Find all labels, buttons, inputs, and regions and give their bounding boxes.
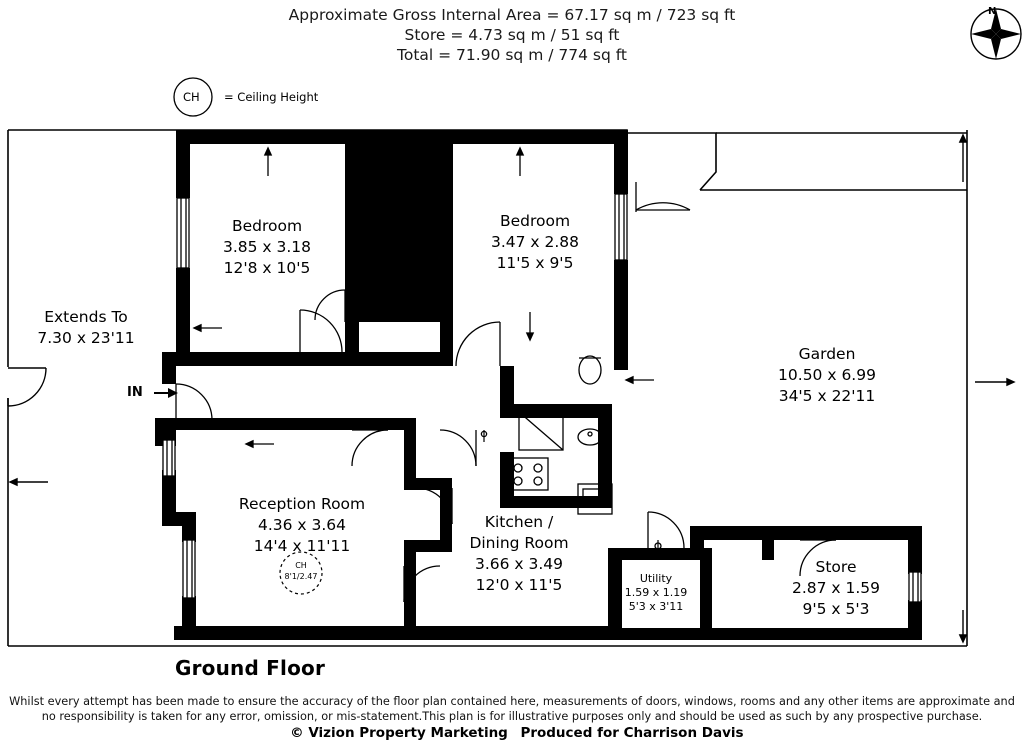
room-label-utility: Utility bbox=[639, 572, 673, 585]
room-label-kitchen-line2: Dining Room bbox=[469, 534, 569, 552]
ceiling-height-legend-symbol: CH bbox=[183, 90, 200, 104]
footer-disclaimer-line1: Whilst every attempt has been made to ensure the accuracy of the floor plan contained here, measurements of doors, windows, rooms and any other items are approximate and bbox=[9, 695, 1015, 708]
room-label-extends-to: Extends To bbox=[44, 308, 128, 326]
room-dims-metric-kitchen: 3.66 x 3.49 bbox=[474, 555, 564, 573]
footer-disclaimer-line2: no responsibility is taken for any error, omission, or mis-statement.This plan is for illustrative purposes only and should be used as such by any prospective purchase. bbox=[41, 710, 983, 723]
area-summary-line3: Total = 71.90 sq m / 774 sq ft bbox=[397, 46, 627, 64]
room-label-kitchen-line1: Kitchen / bbox=[484, 513, 554, 531]
room-dims-imperial-kitchen: 12'0 x 11'5 bbox=[475, 576, 563, 594]
compass-north-label: N bbox=[988, 6, 997, 17]
ceiling-height-marker-symbol: CH bbox=[295, 561, 307, 570]
room-dims-imperial-store: 9'5 x 5'3 bbox=[802, 600, 870, 618]
room-label-store: Store bbox=[815, 558, 857, 576]
room-dims-metric-utility: 1.59 x 1.19 bbox=[624, 586, 688, 599]
external-door-swing-left bbox=[8, 368, 46, 406]
ceiling-height-marker-value: 8'1/2.47 bbox=[284, 572, 318, 581]
area-summary-line2: Store = 4.73 sq m / 51 sq ft bbox=[404, 26, 620, 44]
room-label-reception-room: Reception Room bbox=[238, 495, 366, 513]
room-dims-imperial-garden: 34'5 x 22'11 bbox=[778, 387, 876, 405]
room-dims-extends-to: 7.30 x 23'11 bbox=[37, 329, 135, 347]
room-dims-metric-store: 2.87 x 1.59 bbox=[791, 579, 881, 597]
room-dims-metric-bedroom-1: 3.85 x 3.18 bbox=[222, 238, 312, 256]
room-dims-imperial-bedroom-1: 12'8 x 10'5 bbox=[223, 259, 311, 277]
area-summary-line1: Approximate Gross Internal Area = 67.17 sq m / 723 sq ft bbox=[288, 6, 736, 24]
room-dims-imperial-bedroom-2: 11'5 x 9'5 bbox=[496, 254, 574, 272]
room-dims-imperial-utility: 5'3 x 3'11 bbox=[628, 600, 684, 613]
entrance-label: IN bbox=[127, 385, 143, 400]
room-dims-imperial-reception-room: 14'4 x 11'11 bbox=[253, 537, 351, 555]
room-dims-metric-bedroom-2: 3.47 x 2.88 bbox=[490, 233, 580, 251]
room-label-bedroom-2: Bedroom bbox=[499, 212, 571, 230]
room-label-garden: Garden bbox=[798, 345, 856, 363]
footer-produced-for: Produced for Charrison Davis bbox=[520, 725, 744, 741]
ceiling-height-legend-text: = Ceiling Height bbox=[224, 90, 319, 104]
room-dims-metric-reception-room: 4.36 x 3.64 bbox=[257, 516, 347, 534]
footer-copyright: © Vizion Property Marketing bbox=[290, 725, 508, 741]
room-dims-metric-garden: 10.50 x 6.99 bbox=[778, 366, 876, 384]
room-label-bedroom-1: Bedroom bbox=[231, 217, 303, 235]
entrance-arrow-icon bbox=[154, 388, 178, 398]
floor-title: Ground Floor bbox=[175, 656, 326, 680]
wc-icon bbox=[579, 356, 601, 384]
